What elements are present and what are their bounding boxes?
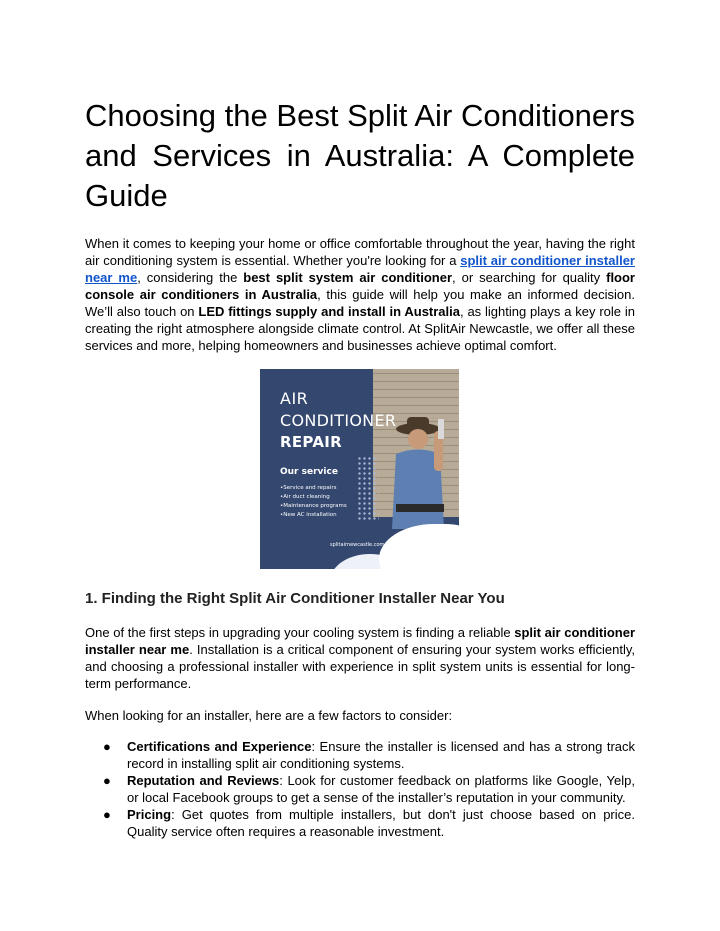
list-item-label: Reputation and Reviews bbox=[127, 773, 280, 788]
list-item-label: Certifications and Experience bbox=[127, 739, 312, 754]
list-item-text: : Look for customer feedback on platforms like Google, Yelp, or local Facebook groups to get a sense of the installer’s reputation in your community. bbox=[127, 773, 635, 805]
image-service-item: • Service and repairs bbox=[280, 484, 347, 493]
list-item-text: : Get quotes from multiple installers, but don't just choose based on price. Quality service often requires a reasonable investment. bbox=[127, 807, 635, 839]
image-service-item: • New AC installation bbox=[280, 511, 347, 520]
intro-text: When it comes to keeping your home or office comfortable throughout the year, having the right air conditioning system is essential. Whether you're looking for a bbox=[85, 236, 635, 268]
bullet-icon: ● bbox=[103, 739, 111, 754]
section-text: . Installation is a critical component of ensuring your system works efficiently, and choosing a professional installer with experience in split system units is essential for long-term performance. bbox=[85, 642, 635, 691]
list-item bbox=[85, 806, 635, 840]
image-service-list bbox=[280, 484, 347, 520]
factors-list bbox=[85, 738, 635, 840]
intro-text: , considering the bbox=[137, 270, 244, 285]
image-heading-line: CONDITIONER bbox=[280, 411, 397, 430]
dot-pattern bbox=[357, 456, 379, 522]
section-text: One of the first steps in upgrading your cooling system is finding a reliable bbox=[85, 625, 515, 640]
intro-bold: floor console air conditioners in Australia bbox=[85, 270, 635, 302]
intro-text: , this guide will help you make an informed decision. We’ll also touch on bbox=[85, 287, 635, 319]
list-item bbox=[85, 772, 635, 806]
factors-intro: When looking for an installer, here are a few factors to consider: bbox=[85, 708, 453, 723]
image-service-item: • Air duct cleaning bbox=[280, 493, 347, 502]
image-url: splitairnewcastle.com.au bbox=[330, 542, 393, 548]
section-bold: split air conditioner installer near me bbox=[85, 625, 635, 657]
list-item bbox=[85, 738, 635, 772]
intro-text: , or searching for quality bbox=[452, 270, 607, 285]
image-service-heading: Our service bbox=[280, 467, 338, 477]
section-heading: 1. Finding the Right Split Air Conditioner Installer Near You bbox=[85, 590, 505, 607]
image-heading-line: AIR bbox=[280, 389, 309, 408]
image-service-item: • Maintenance programs bbox=[280, 502, 347, 511]
bullet-icon: ● bbox=[103, 807, 111, 822]
section-paragraph bbox=[85, 624, 635, 692]
bullet-icon: ● bbox=[103, 773, 111, 788]
ac-repair-image bbox=[260, 369, 459, 569]
intro-bold: LED fittings supply and install in Australia bbox=[198, 304, 460, 319]
image-heading-line: REPAIR bbox=[280, 433, 342, 451]
list-item-label: Pricing bbox=[127, 807, 172, 822]
list-item-text: : Ensure the installer is licensed and has a strong track record in installing split air conditioning systems. bbox=[127, 739, 636, 771]
intro-bold: best split system air conditioner bbox=[243, 270, 453, 285]
installer-link[interactable]: split air conditioner installer near me bbox=[85, 253, 635, 285]
page-title: Choosing the Best Split Air Conditioners and Services in Australia: A Complete Guide bbox=[85, 98, 635, 213]
intro-paragraph bbox=[85, 235, 635, 354]
intro-text: , as lighting plays a key role in creating the right atmosphere alongside climate control. At SplitAir Newcastle, we offer all these services and more, helping homeowners and businesses achieve optimal comfort. bbox=[85, 304, 635, 353]
